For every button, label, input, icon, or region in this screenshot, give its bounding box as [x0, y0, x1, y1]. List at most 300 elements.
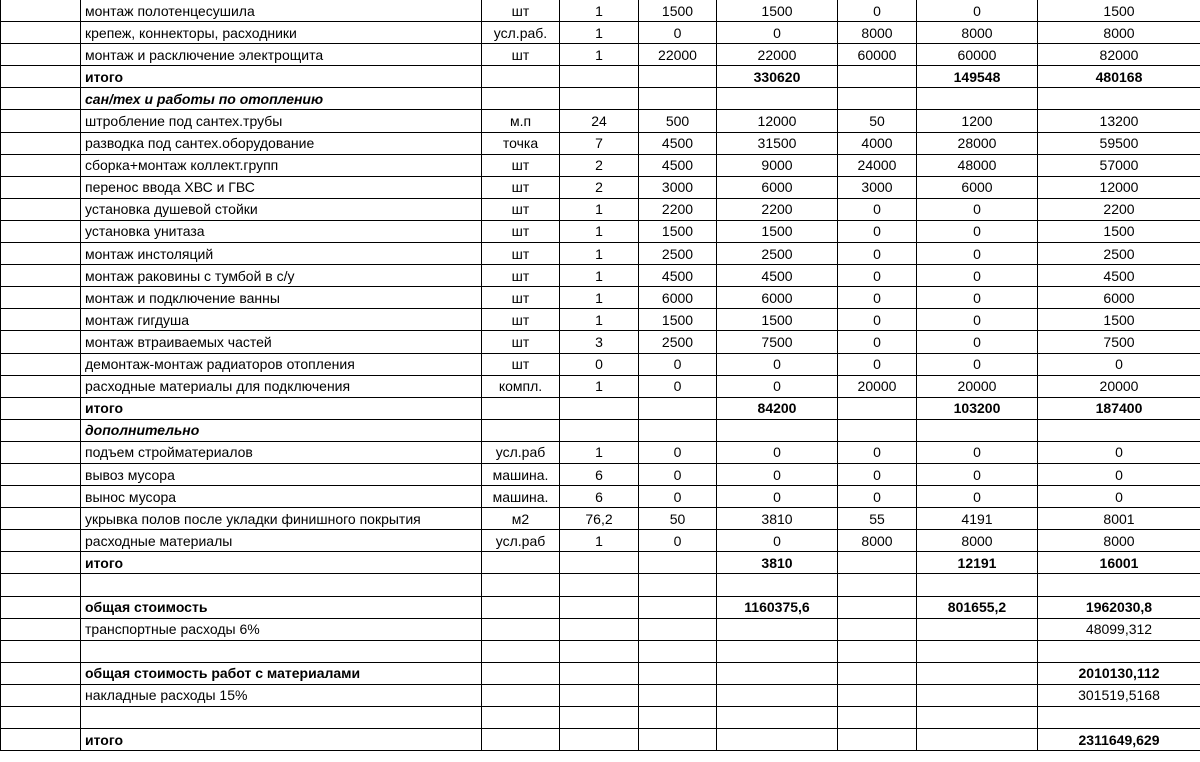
work-cost-cell[interactable]: 0 — [717, 353, 838, 375]
work-cost-cell[interactable] — [717, 684, 838, 706]
unit-price-cell[interactable] — [639, 640, 717, 662]
unit-price-cell[interactable] — [639, 574, 717, 596]
quantity-cell[interactable]: 1 — [560, 22, 639, 44]
total-cell[interactable] — [1038, 419, 1200, 441]
work-cost-cell[interactable]: 1500 — [717, 220, 838, 242]
row-index-cell[interactable] — [1, 0, 81, 22]
material-price-cell[interactable]: 0 — [838, 309, 917, 331]
quantity-cell[interactable] — [560, 707, 639, 729]
total-cell[interactable]: 7500 — [1038, 331, 1200, 353]
material-cost-cell[interactable]: 0 — [917, 243, 1038, 265]
total-cell[interactable]: 2200 — [1038, 198, 1200, 220]
material-price-cell[interactable] — [838, 596, 917, 618]
material-cost-cell[interactable]: 0 — [917, 198, 1038, 220]
unit-price-cell[interactable]: 50 — [639, 508, 717, 530]
quantity-cell[interactable]: 1 — [560, 375, 639, 397]
quantity-cell[interactable] — [560, 88, 639, 110]
work-cost-cell[interactable]: 31500 — [717, 132, 838, 154]
work-cost-cell[interactable]: 1500 — [717, 309, 838, 331]
row-index-cell[interactable] — [1, 44, 81, 66]
unit-price-cell[interactable] — [639, 729, 717, 751]
unit-price-cell[interactable]: 0 — [639, 441, 717, 463]
quantity-cell[interactable] — [560, 66, 639, 88]
unit-price-cell[interactable]: 6000 — [639, 287, 717, 309]
work-cost-cell[interactable]: 0 — [717, 486, 838, 508]
material-cost-cell[interactable]: 0 — [917, 331, 1038, 353]
unit-cell[interactable]: шт — [482, 0, 560, 22]
unit-cell[interactable] — [482, 574, 560, 596]
unit-price-cell[interactable]: 22000 — [639, 44, 717, 66]
material-cost-cell[interactable]: 149548 — [917, 66, 1038, 88]
quantity-cell[interactable]: 1 — [560, 198, 639, 220]
row-index-cell[interactable] — [1, 220, 81, 242]
unit-price-cell[interactable] — [639, 88, 717, 110]
row-index-cell[interactable] — [1, 574, 81, 596]
material-price-cell[interactable] — [838, 88, 917, 110]
material-price-cell[interactable] — [838, 640, 917, 662]
total-cell[interactable]: 8001 — [1038, 508, 1200, 530]
unit-cell[interactable] — [482, 88, 560, 110]
row-index-cell[interactable] — [1, 397, 81, 419]
total-cell[interactable]: 82000 — [1038, 44, 1200, 66]
item-name-cell[interactable]: итого — [81, 729, 482, 751]
material-cost-cell[interactable]: 0 — [917, 265, 1038, 287]
row-index-cell[interactable] — [1, 331, 81, 353]
unit-price-cell[interactable] — [639, 684, 717, 706]
work-cost-cell[interactable]: 330620 — [717, 66, 838, 88]
unit-cell[interactable]: усл.раб — [482, 441, 560, 463]
total-cell[interactable] — [1038, 574, 1200, 596]
work-cost-cell[interactable]: 0 — [717, 22, 838, 44]
material-price-cell[interactable] — [838, 397, 917, 419]
unit-cell[interactable] — [482, 684, 560, 706]
material-price-cell[interactable] — [838, 552, 917, 574]
row-index-cell[interactable] — [1, 441, 81, 463]
unit-cell[interactable]: точка — [482, 132, 560, 154]
work-cost-cell[interactable]: 0 — [717, 441, 838, 463]
unit-price-cell[interactable]: 0 — [639, 530, 717, 552]
quantity-cell[interactable]: 1 — [560, 0, 639, 22]
unit-cell[interactable]: шт — [482, 353, 560, 375]
row-index-cell[interactable] — [1, 552, 81, 574]
work-cost-cell[interactable] — [717, 662, 838, 684]
row-index-cell[interactable] — [1, 198, 81, 220]
work-cost-cell[interactable]: 1500 — [717, 0, 838, 22]
material-cost-cell[interactable] — [917, 684, 1038, 706]
unit-cell[interactable]: шт — [482, 265, 560, 287]
quantity-cell[interactable]: 1 — [560, 441, 639, 463]
material-price-cell[interactable] — [838, 574, 917, 596]
material-price-cell[interactable]: 8000 — [838, 530, 917, 552]
total-cell[interactable]: 20000 — [1038, 375, 1200, 397]
total-cell[interactable]: 0 — [1038, 441, 1200, 463]
quantity-cell[interactable]: 2 — [560, 176, 639, 198]
total-cell[interactable]: 2010130,112 — [1038, 662, 1200, 684]
material-price-cell[interactable] — [838, 66, 917, 88]
item-name-cell[interactable]: итого — [81, 66, 482, 88]
unit-price-cell[interactable]: 2200 — [639, 198, 717, 220]
unit-cell[interactable] — [482, 552, 560, 574]
work-cost-cell[interactable] — [717, 88, 838, 110]
row-index-cell[interactable] — [1, 287, 81, 309]
material-price-cell[interactable]: 60000 — [838, 44, 917, 66]
unit-price-cell[interactable]: 1500 — [639, 309, 717, 331]
unit-cell[interactable]: шт — [482, 309, 560, 331]
quantity-cell[interactable]: 1 — [560, 309, 639, 331]
unit-price-cell[interactable] — [639, 419, 717, 441]
material-price-cell[interactable] — [838, 618, 917, 640]
unit-price-cell[interactable]: 1500 — [639, 220, 717, 242]
row-index-cell[interactable] — [1, 132, 81, 154]
unit-price-cell[interactable]: 0 — [639, 353, 717, 375]
work-cost-cell[interactable]: 1160375,6 — [717, 596, 838, 618]
material-cost-cell[interactable]: 6000 — [917, 176, 1038, 198]
material-cost-cell[interactable] — [917, 640, 1038, 662]
quantity-cell[interactable] — [560, 618, 639, 640]
work-cost-cell[interactable]: 2500 — [717, 243, 838, 265]
material-cost-cell[interactable]: 0 — [917, 353, 1038, 375]
material-price-cell[interactable]: 55 — [838, 508, 917, 530]
material-cost-cell[interactable]: 0 — [917, 287, 1038, 309]
item-name-cell[interactable] — [81, 574, 482, 596]
total-cell[interactable]: 12000 — [1038, 176, 1200, 198]
material-cost-cell[interactable]: 801655,2 — [917, 596, 1038, 618]
unit-price-cell[interactable]: 0 — [639, 463, 717, 485]
total-cell[interactable]: 480168 — [1038, 66, 1200, 88]
material-cost-cell[interactable]: 4191 — [917, 508, 1038, 530]
quantity-cell[interactable]: 76,2 — [560, 508, 639, 530]
row-index-cell[interactable] — [1, 707, 81, 729]
work-cost-cell[interactable] — [717, 618, 838, 640]
material-cost-cell[interactable] — [917, 574, 1038, 596]
total-cell[interactable]: 8000 — [1038, 530, 1200, 552]
quantity-cell[interactable]: 0 — [560, 353, 639, 375]
material-price-cell[interactable]: 0 — [838, 287, 917, 309]
item-name-cell[interactable]: установка душевой стойки — [81, 198, 482, 220]
material-price-cell[interactable]: 0 — [838, 243, 917, 265]
unit-price-cell[interactable]: 1500 — [639, 0, 717, 22]
item-name-cell[interactable]: расходные материалы для подключения — [81, 375, 482, 397]
row-index-cell[interactable] — [1, 508, 81, 530]
unit-price-cell[interactable] — [639, 397, 717, 419]
total-cell[interactable]: 1500 — [1038, 220, 1200, 242]
row-index-cell[interactable] — [1, 110, 81, 132]
work-cost-cell[interactable]: 6000 — [717, 176, 838, 198]
item-name-cell[interactable]: расходные материалы — [81, 530, 482, 552]
material-cost-cell[interactable]: 103200 — [917, 397, 1038, 419]
work-cost-cell[interactable] — [717, 419, 838, 441]
item-name-cell[interactable]: демонтаж-монтаж радиаторов отопления — [81, 353, 482, 375]
total-cell[interactable]: 16001 — [1038, 552, 1200, 574]
quantity-cell[interactable]: 1 — [560, 243, 639, 265]
row-index-cell[interactable] — [1, 419, 81, 441]
item-name-cell[interactable]: итого — [81, 552, 482, 574]
quantity-cell[interactable]: 1 — [560, 530, 639, 552]
work-cost-cell[interactable]: 9000 — [717, 154, 838, 176]
quantity-cell[interactable] — [560, 662, 639, 684]
material-price-cell[interactable]: 0 — [838, 265, 917, 287]
row-index-cell[interactable] — [1, 22, 81, 44]
work-cost-cell[interactable]: 84200 — [717, 397, 838, 419]
unit-cell[interactable] — [482, 66, 560, 88]
material-price-cell[interactable] — [838, 684, 917, 706]
quantity-cell[interactable]: 2 — [560, 154, 639, 176]
unit-cell[interactable] — [482, 662, 560, 684]
row-index-cell[interactable] — [1, 618, 81, 640]
work-cost-cell[interactable] — [717, 707, 838, 729]
total-cell[interactable]: 0 — [1038, 486, 1200, 508]
total-cell[interactable] — [1038, 640, 1200, 662]
total-cell[interactable]: 8000 — [1038, 22, 1200, 44]
total-cell[interactable] — [1038, 88, 1200, 110]
row-index-cell[interactable] — [1, 66, 81, 88]
material-cost-cell[interactable]: 8000 — [917, 22, 1038, 44]
quantity-cell[interactable]: 7 — [560, 132, 639, 154]
total-cell[interactable]: 0 — [1038, 353, 1200, 375]
unit-price-cell[interactable]: 500 — [639, 110, 717, 132]
row-index-cell[interactable] — [1, 684, 81, 706]
material-price-cell[interactable] — [838, 729, 917, 751]
unit-price-cell[interactable] — [639, 66, 717, 88]
work-cost-cell[interactable]: 3810 — [717, 552, 838, 574]
unit-cell[interactable] — [482, 640, 560, 662]
work-cost-cell[interactable]: 0 — [717, 463, 838, 485]
item-name-cell[interactable] — [81, 707, 482, 729]
work-cost-cell[interactable]: 7500 — [717, 331, 838, 353]
unit-price-cell[interactable]: 3000 — [639, 176, 717, 198]
item-name-cell[interactable]: разводка под сантех.оборудование — [81, 132, 482, 154]
material-cost-cell[interactable] — [917, 419, 1038, 441]
total-cell[interactable]: 48099,312 — [1038, 618, 1200, 640]
material-cost-cell[interactable]: 60000 — [917, 44, 1038, 66]
work-cost-cell[interactable]: 22000 — [717, 44, 838, 66]
material-price-cell[interactable]: 0 — [838, 441, 917, 463]
item-name-cell[interactable]: общая стоимость — [81, 596, 482, 618]
item-name-cell[interactable]: штробление под сантех.трубы — [81, 110, 482, 132]
work-cost-cell[interactable] — [717, 729, 838, 751]
unit-price-cell[interactable] — [639, 707, 717, 729]
row-index-cell[interactable] — [1, 596, 81, 618]
row-index-cell[interactable] — [1, 486, 81, 508]
quantity-cell[interactable] — [560, 596, 639, 618]
unit-cell[interactable]: шт — [482, 287, 560, 309]
quantity-cell[interactable]: 6 — [560, 463, 639, 485]
work-cost-cell[interactable]: 0 — [717, 530, 838, 552]
row-index-cell[interactable] — [1, 243, 81, 265]
work-cost-cell[interactable]: 12000 — [717, 110, 838, 132]
unit-cell[interactable] — [482, 419, 560, 441]
material-cost-cell[interactable] — [917, 618, 1038, 640]
item-name-cell[interactable]: вынос мусора — [81, 486, 482, 508]
unit-cell[interactable] — [482, 596, 560, 618]
unit-cell[interactable]: машина. — [482, 463, 560, 485]
material-price-cell[interactable]: 0 — [838, 220, 917, 242]
item-name-cell[interactable]: перенос ввода ХВС и ГВС — [81, 176, 482, 198]
total-cell[interactable] — [1038, 707, 1200, 729]
total-cell[interactable]: 187400 — [1038, 397, 1200, 419]
unit-price-cell[interactable] — [639, 618, 717, 640]
row-index-cell[interactable] — [1, 265, 81, 287]
material-price-cell[interactable]: 0 — [838, 198, 917, 220]
unit-cell[interactable]: усл.раб. — [482, 22, 560, 44]
material-cost-cell[interactable]: 28000 — [917, 132, 1038, 154]
total-cell[interactable]: 301519,5168 — [1038, 684, 1200, 706]
work-cost-cell[interactable]: 2200 — [717, 198, 838, 220]
unit-price-cell[interactable]: 4500 — [639, 265, 717, 287]
material-price-cell[interactable]: 0 — [838, 486, 917, 508]
unit-price-cell[interactable] — [639, 662, 717, 684]
row-index-cell[interactable] — [1, 154, 81, 176]
item-name-cell[interactable]: монтаж втраиваемых частей — [81, 331, 482, 353]
unit-price-cell[interactable]: 2500 — [639, 331, 717, 353]
quantity-cell[interactable]: 1 — [560, 265, 639, 287]
unit-cell[interactable]: шт — [482, 176, 560, 198]
item-name-cell[interactable]: монтаж раковины с тумбой в с/у — [81, 265, 482, 287]
unit-cell[interactable]: шт — [482, 154, 560, 176]
item-name-cell[interactable]: монтаж и расключение электрощита — [81, 44, 482, 66]
quantity-cell[interactable]: 24 — [560, 110, 639, 132]
item-name-cell[interactable]: транспортные расходы 6% — [81, 618, 482, 640]
unit-cell[interactable] — [482, 618, 560, 640]
unit-cell[interactable] — [482, 707, 560, 729]
material-price-cell[interactable]: 0 — [838, 353, 917, 375]
unit-cell[interactable]: компл. — [482, 375, 560, 397]
material-price-cell[interactable]: 0 — [838, 0, 917, 22]
total-cell[interactable]: 57000 — [1038, 154, 1200, 176]
material-cost-cell[interactable] — [917, 662, 1038, 684]
item-name-cell[interactable]: крепеж, коннекторы, расходники — [81, 22, 482, 44]
quantity-cell[interactable]: 1 — [560, 220, 639, 242]
material-price-cell[interactable] — [838, 662, 917, 684]
quantity-cell[interactable]: 1 — [560, 44, 639, 66]
total-cell[interactable]: 1500 — [1038, 309, 1200, 331]
work-cost-cell[interactable]: 0 — [717, 375, 838, 397]
work-cost-cell[interactable]: 3810 — [717, 508, 838, 530]
item-name-cell[interactable]: вывоз мусора — [81, 463, 482, 485]
row-index-cell[interactable] — [1, 375, 81, 397]
material-cost-cell[interactable]: 0 — [917, 441, 1038, 463]
row-index-cell[interactable] — [1, 309, 81, 331]
material-cost-cell[interactable]: 0 — [917, 486, 1038, 508]
quantity-cell[interactable]: 1 — [560, 287, 639, 309]
unit-price-cell[interactable]: 4500 — [639, 132, 717, 154]
material-price-cell[interactable]: 50 — [838, 110, 917, 132]
item-name-cell[interactable]: монтаж инстоляций — [81, 243, 482, 265]
material-cost-cell[interactable] — [917, 729, 1038, 751]
quantity-cell[interactable] — [560, 552, 639, 574]
unit-price-cell[interactable] — [639, 596, 717, 618]
item-name-cell[interactable]: общая стоимость работ с материалами — [81, 662, 482, 684]
quantity-cell[interactable] — [560, 419, 639, 441]
item-name-cell[interactable]: накладные расходы 15% — [81, 684, 482, 706]
unit-cell[interactable]: шт — [482, 44, 560, 66]
material-price-cell[interactable] — [838, 707, 917, 729]
material-cost-cell[interactable]: 0 — [917, 463, 1038, 485]
unit-cell[interactable]: шт — [482, 198, 560, 220]
item-name-cell[interactable]: монтаж полотенцесушила — [81, 0, 482, 22]
row-index-cell[interactable] — [1, 662, 81, 684]
unit-price-cell[interactable]: 0 — [639, 22, 717, 44]
item-name-cell[interactable]: дополнительно — [81, 419, 482, 441]
total-cell[interactable]: 0 — [1038, 463, 1200, 485]
material-price-cell[interactable]: 20000 — [838, 375, 917, 397]
material-price-cell[interactable]: 8000 — [838, 22, 917, 44]
material-cost-cell[interactable]: 48000 — [917, 154, 1038, 176]
work-cost-cell[interactable] — [717, 574, 838, 596]
item-name-cell[interactable]: укрывка полов после укладки финишного покрытия — [81, 508, 482, 530]
material-price-cell[interactable] — [838, 419, 917, 441]
total-cell[interactable]: 6000 — [1038, 287, 1200, 309]
total-cell[interactable]: 59500 — [1038, 132, 1200, 154]
item-name-cell[interactable] — [81, 640, 482, 662]
material-cost-cell[interactable]: 12191 — [917, 552, 1038, 574]
quantity-cell[interactable]: 6 — [560, 486, 639, 508]
material-cost-cell[interactable]: 20000 — [917, 375, 1038, 397]
unit-price-cell[interactable]: 4500 — [639, 154, 717, 176]
material-price-cell[interactable]: 4000 — [838, 132, 917, 154]
unit-cell[interactable]: м.п — [482, 110, 560, 132]
row-index-cell[interactable] — [1, 353, 81, 375]
row-index-cell[interactable] — [1, 729, 81, 751]
total-cell[interactable]: 1962030,8 — [1038, 596, 1200, 618]
row-index-cell[interactable] — [1, 463, 81, 485]
total-cell[interactable]: 13200 — [1038, 110, 1200, 132]
item-name-cell[interactable]: монтаж и подключение ванны — [81, 287, 482, 309]
item-name-cell[interactable]: подъем стройматериалов — [81, 441, 482, 463]
total-cell[interactable]: 2311649,629 — [1038, 729, 1200, 751]
material-cost-cell[interactable] — [917, 88, 1038, 110]
unit-cell[interactable]: усл.раб — [482, 530, 560, 552]
total-cell[interactable]: 1500 — [1038, 0, 1200, 22]
item-name-cell[interactable]: сборка+монтаж коллект.групп — [81, 154, 482, 176]
material-price-cell[interactable]: 0 — [838, 463, 917, 485]
material-cost-cell[interactable]: 0 — [917, 0, 1038, 22]
material-price-cell[interactable]: 3000 — [838, 176, 917, 198]
quantity-cell[interactable] — [560, 684, 639, 706]
unit-price-cell[interactable]: 0 — [639, 486, 717, 508]
unit-cell[interactable]: шт — [482, 243, 560, 265]
row-index-cell[interactable] — [1, 88, 81, 110]
unit-cell[interactable] — [482, 397, 560, 419]
work-cost-cell[interactable]: 6000 — [717, 287, 838, 309]
quantity-cell[interactable]: 3 — [560, 331, 639, 353]
unit-cell[interactable]: шт — [482, 331, 560, 353]
material-cost-cell[interactable]: 0 — [917, 309, 1038, 331]
quantity-cell[interactable] — [560, 574, 639, 596]
material-price-cell[interactable]: 24000 — [838, 154, 917, 176]
total-cell[interactable]: 4500 — [1038, 265, 1200, 287]
unit-price-cell[interactable] — [639, 552, 717, 574]
total-cell[interactable]: 2500 — [1038, 243, 1200, 265]
unit-cell[interactable]: машина. — [482, 486, 560, 508]
row-index-cell[interactable] — [1, 640, 81, 662]
material-cost-cell[interactable] — [917, 707, 1038, 729]
unit-price-cell[interactable]: 2500 — [639, 243, 717, 265]
quantity-cell[interactable] — [560, 729, 639, 751]
item-name-cell[interactable]: итого — [81, 397, 482, 419]
work-cost-cell[interactable] — [717, 640, 838, 662]
row-index-cell[interactable] — [1, 530, 81, 552]
quantity-cell[interactable] — [560, 397, 639, 419]
unit-cell[interactable]: м2 — [482, 508, 560, 530]
work-cost-cell[interactable]: 4500 — [717, 265, 838, 287]
item-name-cell[interactable]: сан/тех и работы по отоплению — [81, 88, 482, 110]
material-cost-cell[interactable]: 1200 — [917, 110, 1038, 132]
item-name-cell[interactable]: монтаж гигдуша — [81, 309, 482, 331]
unit-cell[interactable] — [482, 729, 560, 751]
material-cost-cell[interactable]: 0 — [917, 220, 1038, 242]
material-price-cell[interactable]: 0 — [838, 331, 917, 353]
